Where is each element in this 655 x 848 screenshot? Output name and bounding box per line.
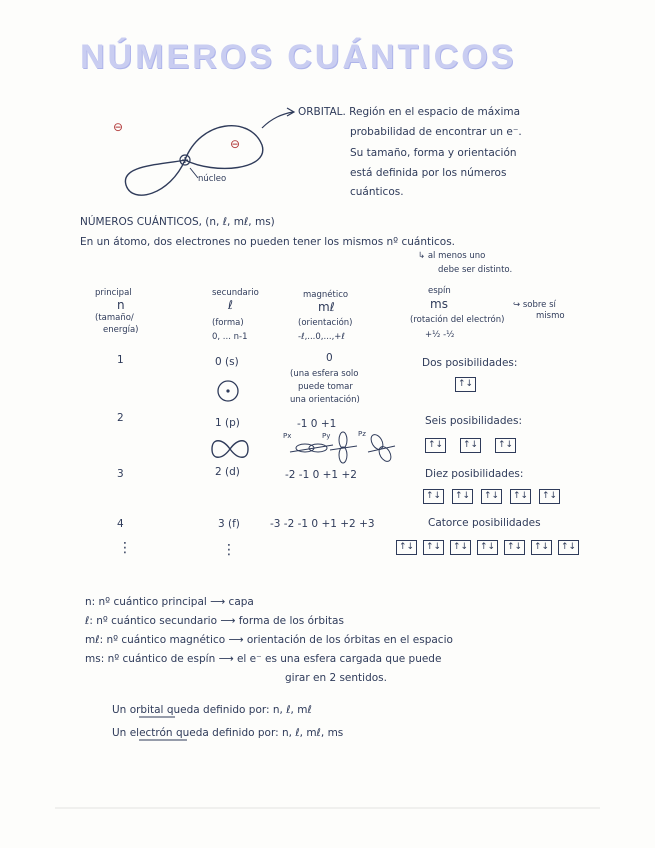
row2-l: 1 (p) — [215, 417, 240, 429]
row4-boxes — [396, 540, 579, 555]
col-magnetico-symbol: mℓ — [318, 300, 335, 314]
col-principal-name: principal — [95, 288, 132, 298]
col-espin-desc: (rotación del electrón) — [410, 315, 505, 325]
orbital-box: ↑↓ — [504, 540, 525, 555]
summary-ml: mℓ: nº cuántico magnético ⟶ orientación de los órbitas en el espacio — [85, 634, 453, 646]
pauli-statement: En un átomo, dos electrones no pueden tener los mismos nº cuánticos. — [80, 236, 456, 248]
orbital-box: ↑↓ — [423, 540, 444, 555]
summary-ms-cont: girar en 2 sentidos. — [285, 672, 387, 684]
row1-ml: 0 — [326, 352, 333, 364]
row4-ml: -3 -2 -1 0 +1 +2 +3 — [270, 518, 375, 530]
col-espin-note2: mismo — [536, 311, 565, 321]
continuation-dots-n: ⋮ — [118, 540, 132, 556]
row2-n: 2 — [117, 412, 124, 424]
orbital-definition — [112, 704, 312, 716]
orbital-box: ↑↓ — [423, 489, 444, 504]
col-secundario-name: secundario — [212, 288, 259, 298]
orbital-def-rest: queda definido por: n, ℓ, mℓ — [166, 704, 312, 716]
row2-spin: Seis posibilidades: — [425, 415, 522, 427]
continuation-dots-l: ⋮ — [222, 542, 236, 558]
py-label: Py — [322, 432, 331, 440]
col-principal-desc2: energía) — [103, 325, 139, 335]
row1-ml-note3: una orientación) — [290, 395, 360, 405]
col-espin-values: +½ -½ — [425, 330, 455, 340]
row1-ml-note1: (una esfera solo — [290, 369, 359, 379]
orbital-def-5: cuánticos. — [350, 186, 404, 198]
summary-ms: ms: nº cuántico de espín ⟶ el e⁻ es una esfera cargada que puede — [85, 653, 442, 665]
quantum-numbers-heading: NÚMEROS CUÁNTICOS, (n, ℓ, mℓ, ms) — [80, 216, 275, 228]
row1-spin: Dos posibilidades: — [422, 357, 518, 369]
pauli-note-2: debe ser distinto. — [438, 265, 513, 275]
row4-n: 4 — [117, 518, 124, 530]
row3-spin: Diez posibilidades: — [425, 468, 524, 480]
col-espin-symbol: ms — [430, 297, 448, 311]
orbital-def-3: Su tamaño, forma y orientación — [350, 147, 517, 159]
pz-label: Pz — [358, 430, 366, 438]
orbital-box: ↑↓ — [425, 438, 446, 453]
orbital-def-2: probabilidad de encontrar un e⁻. — [350, 126, 522, 138]
orbital-box: ↑↓ — [481, 489, 502, 504]
pauli-note-1: ↳ al menos uno — [418, 251, 486, 261]
orbital-box: ↑↓ — [510, 489, 531, 504]
row1-l: 0 (s) — [215, 356, 239, 368]
row2-boxes — [425, 438, 516, 453]
orbital-box: ↑↓ — [495, 438, 516, 453]
electron-definition — [112, 727, 343, 739]
orbital-def-prefix: Un — [112, 704, 127, 716]
summary-n: n: nº cuántico principal ⟶ capa — [85, 596, 254, 608]
page-title: NÚMEROS CUÁNTICOS — [80, 38, 517, 76]
row1-n: 1 — [117, 354, 124, 366]
orbital-box: ↑↓ — [558, 540, 579, 555]
row3-ml: -2 -1 0 +1 +2 — [285, 469, 357, 481]
row3-boxes — [423, 489, 560, 504]
col-espin-note1: ↪ sobre sí — [513, 300, 556, 310]
orbital-box: ↑↓ — [450, 540, 471, 555]
orbital-box: ↑↓ — [531, 540, 552, 555]
orbital-def-4: está definida por los números — [350, 167, 507, 179]
px-label: Px — [283, 432, 292, 440]
orbital-box: ↑↓ — [477, 540, 498, 555]
row3-n: 3 — [117, 468, 124, 480]
electron-def-prefix: Un — [112, 727, 127, 739]
nucleus-label: núcleo — [198, 174, 227, 184]
row1-ml-note2: puede tomar — [298, 382, 353, 392]
electron-def-word: electrón — [129, 727, 173, 739]
charge-minus-right: ⊖ — [230, 137, 241, 151]
row1-boxes — [455, 377, 476, 392]
orbital-box: ↑↓ — [455, 377, 476, 392]
orbital-box: ↑↓ — [396, 540, 417, 555]
row3-l: 2 (d) — [215, 466, 240, 478]
charge-minus-left: ⊖ — [113, 120, 124, 134]
orbital-box: ↑↓ — [539, 489, 560, 504]
orbital-box: ↑↓ — [452, 489, 473, 504]
col-principal-symbol: n — [117, 298, 125, 312]
col-magnetico-desc: (orientación) — [298, 318, 353, 328]
col-magnetico-name: magnético — [303, 290, 349, 300]
row2-ml: -1 0 +1 — [297, 418, 337, 430]
summary-l: ℓ: nº cuántico secundario ⟶ forma de los órbitas — [85, 615, 344, 627]
col-secundario-desc: (forma) — [212, 318, 244, 328]
col-principal-desc1: (tamaño/ — [95, 313, 134, 323]
orbital-def-1: ORBITAL. Región en el espacio de máxima — [298, 106, 521, 118]
col-espin-name: espín — [428, 286, 451, 296]
row4-spin: Catorce posibilidades — [428, 517, 541, 529]
orbital-def-word: orbital — [129, 704, 164, 716]
orbital-box: ↑↓ — [460, 438, 481, 453]
col-secundario-range: 0, ... n-1 — [212, 332, 248, 342]
row4-l: 3 (f) — [218, 518, 240, 530]
electron-def-rest: queda definido por: n, ℓ, mℓ, ms — [175, 727, 344, 739]
col-secundario-symbol: ℓ — [228, 298, 233, 312]
col-magnetico-range: -ℓ,...0,...,+ℓ — [298, 332, 345, 342]
